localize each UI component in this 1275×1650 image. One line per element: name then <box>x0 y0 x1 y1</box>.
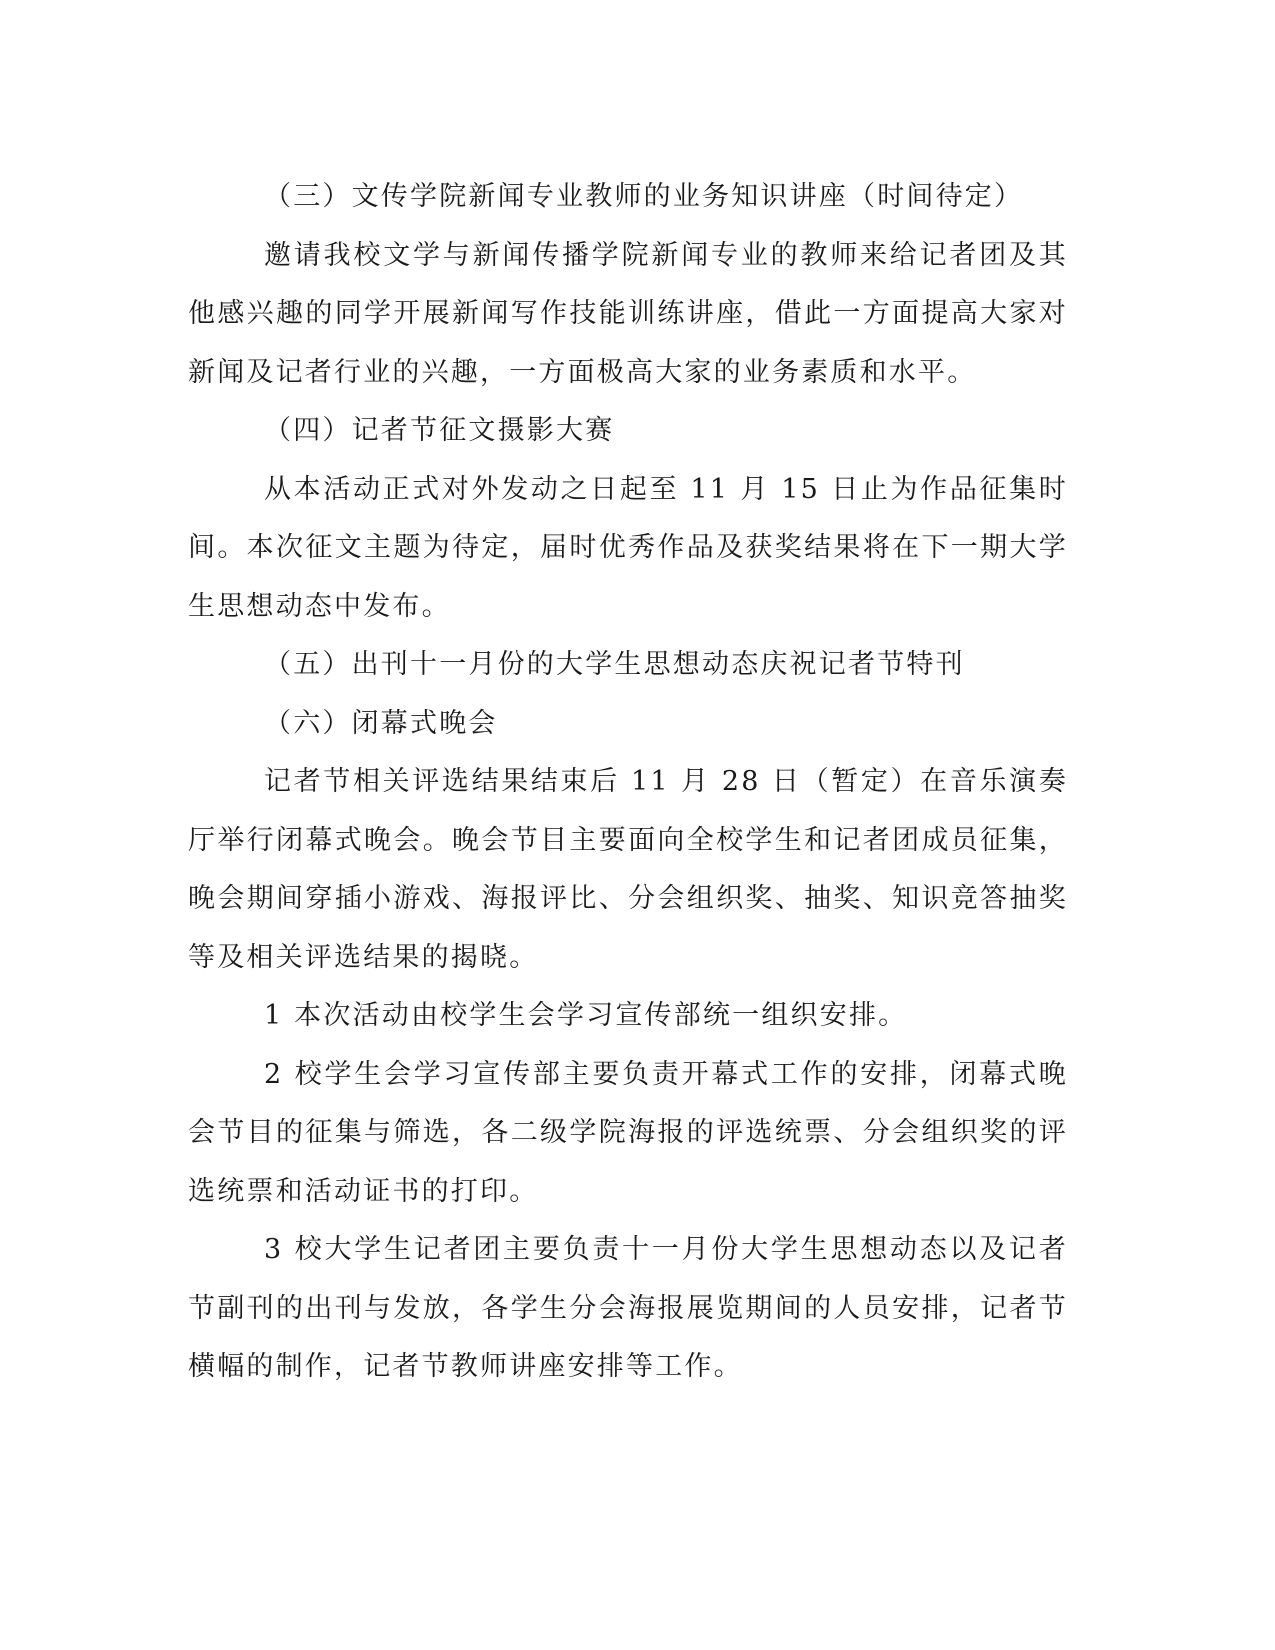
paragraph-item-3: 3 校大学生记者团主要负责十一月份大学生思想动态以及记者节副刊的出刊与发放，各学生分会海报展览期间的人员安排，记者节横幅的制作，记者节教师讲座安排等工作。 <box>188 1234 1068 1382</box>
paragraph-closing-gala: 记者节相关评选结果结束后 11 月 28 日（暂定）在音乐演奏厅举行闭幕式晚会。晚会节目主要面向全校学生和记者团成员征集，晚会期间穿插小游戏、海报评比、分会组织奖、抽奖、知识竞答抽奖等及相关评选结果的揭晓。 <box>188 766 1068 973</box>
paragraph-contest: 从本活动正式对外发动之日起至 11 月 15 日止为作品征集时间。本次征文主题为待定，届时优秀作品及获奖结果将在下一期大学生思想动态中发布。 <box>188 473 1068 622</box>
section-heading-3: （三）文传学院新闻专业教师的业务知识讲座（时间待定） <box>264 181 1024 212</box>
section-heading-4: （四）记者节征文摄影大赛 <box>264 415 615 446</box>
section-heading-5: （五）出刊十一月份的大学生思想动态庆祝记者节特刊 <box>264 649 965 680</box>
document-body <box>188 168 1068 1397</box>
paragraph-lecture: 邀请我校文学与新闻传播学院新闻专业的教师来给记者团及其他感兴趣的同学开展新闻写作技能训练讲座，借此一方面提高大家对新闻及记者行业的兴趣，一方面极高大家的业务素质和水平。 <box>188 239 1068 388</box>
paragraph-item-2: 2 校学生会学习宣传部主要负责开幕式工作的安排，闭幕式晚会节目的征集与筛选，各二级学院海报的评选统票、分会组织奖的评选统票和活动证书的打印。 <box>188 1058 1068 1207</box>
paragraph-item-1: 1 本次活动由校学生会学习宣传部统一组织安排。 <box>264 1000 908 1031</box>
section-heading-6: （六）闭幕式晚会 <box>264 707 498 739</box>
